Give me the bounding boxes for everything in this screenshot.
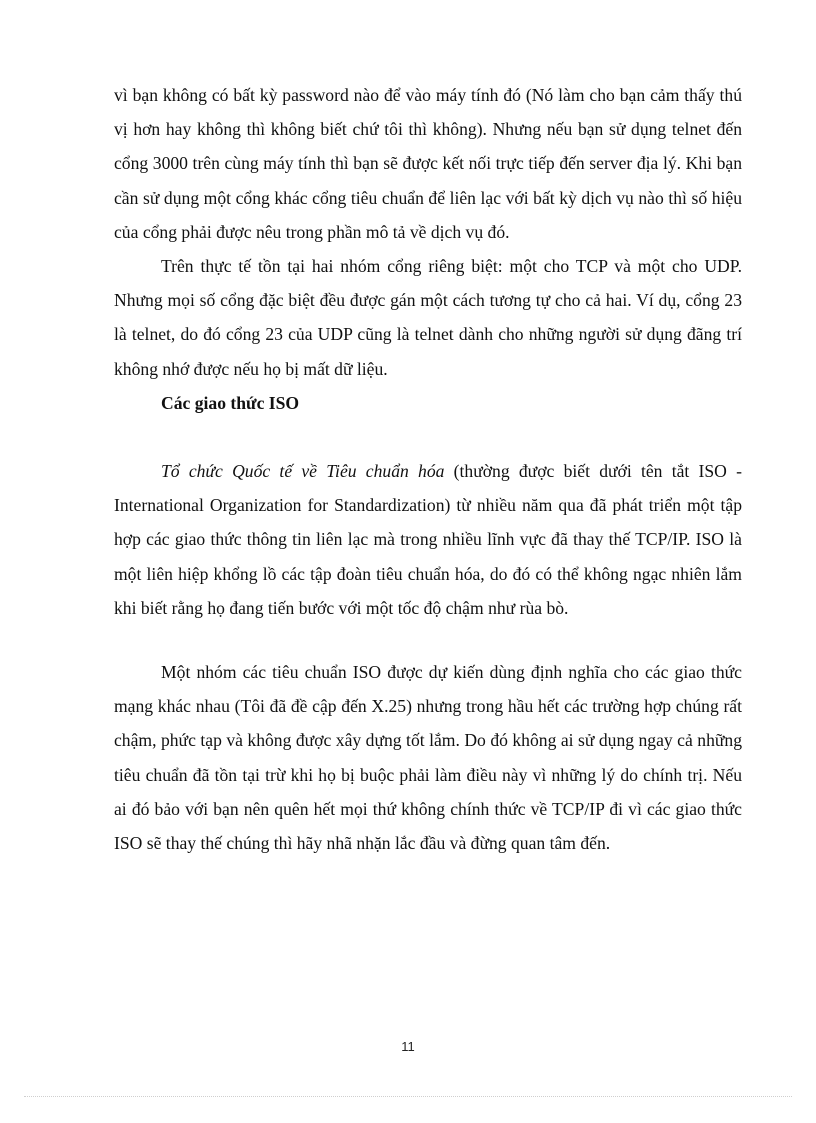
- paragraph-spacer: [114, 420, 742, 454]
- paragraph-tcp-udp-ports: Trên thực tế tồn tại hai nhóm cổng riêng biệt: một cho TCP và một cho UDP. Nhưng mọi số cổng đặc biệt đều được gán một cách tương tự cho cả hai. Ví dụ, cổng 23 là telnet, do đó cổng 23 của UDP cũng là telnet dành cho những người sử dụng đãng trí không nhớ được nếu họ bị mất dữ liệu.: [114, 256, 742, 379]
- paragraph-telnet-port: vì bạn không có bất kỳ password nào để vào máy tính đó (Nó làm cho bạn cảm thấy thú vị hơn hay không thì không biết chứ tôi thì không). Nhưng nếu bạn sử dụng telnet đến cổng 3000 trên cùng máy tính thì bạn sẽ được kết nối trực tiếp đến server địa lý. Khi bạn cần sử dụng một cổng khác cổng tiêu chuẩn để liên lạc với bất kỳ dịch vụ nào thì số hiệu của cổng phải được nêu trong phần mô tả về dịch vụ đó.: [114, 85, 742, 242]
- section-heading-iso-protocols: Các giao thức ISO: [161, 392, 300, 413]
- paragraph-iso-organization: [114, 454, 742, 625]
- document-page: [114, 78, 742, 860]
- italic-organization-name: Tổ chức Quốc tế về Tiêu chuẩn hóa: [161, 461, 445, 482]
- footer-dotted-rule: [24, 1096, 792, 1097]
- paragraph-iso-organization-text: (thường được biết dưới tên tắt ISO - International Organization for Standardization) từ nhiều năm qua đã phát triển một tập hợp các giao thức thông tin liên lạc mà trong nhiều lĩnh vực đã thay thế TCP/IP. ISO là một liên hiệp khổng lồ các tập đoàn tiêu chuẩn hóa, do đó có thể không ngạc nhiên lắm khi biết rằng họ đang tiến bước với một tốc độ chậm như rùa bò.: [114, 461, 742, 618]
- page-number: 11: [401, 1039, 415, 1054]
- paragraph-iso-standards: Một nhóm các tiêu chuẩn ISO được dự kiến dùng định nghĩa cho các giao thức mạng khác nhau (Tôi đã đề cập đến X.25) nhưng trong hầu hết các trường hợp chúng rất chậm, phức tạp và không được xây dựng tốt lắm. Do đó không ai sử dụng ngay cả những tiêu chuẩn đã tồn tại trừ khi họ bị buộc phải làm điều này vì những lý do chính trị. Nếu ai đó bảo với bạn nên quên hết mọi thứ không chính thức về TCP/IP đi vì các giao thức ISO sẽ thay thế chúng thì hãy nhã nhặn lắc đầu và đừng quan tâm đến.: [114, 662, 742, 854]
- paragraph-spacer: [114, 625, 742, 655]
